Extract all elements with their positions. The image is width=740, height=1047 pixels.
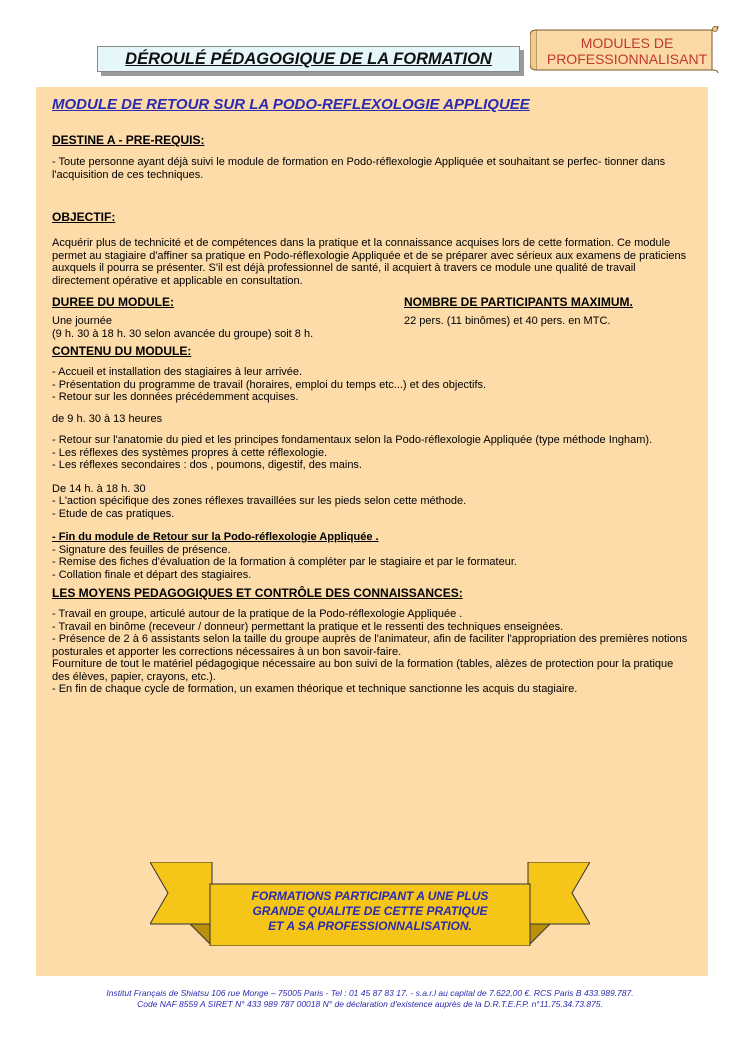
footer-line-2: Code NAF 8559 A SIRET N° 433 989 787 00018 N° de déclaration d'existence auprès de la D.R.T.E.F.P. n°11.75.34.73.875. [137,999,603,1009]
objectif-text: Acquérir plus de technicité et de compétences dans la pratique et la connaissance acquises lors de cette formation. Ce module permet au stagiaire d'affiner sa pratique en Podo-réflexologie Appliquée et de se préparer avec sérieux aux examens de praticiens auxquels il pourra se présenter. S'il est déjà professionnel de santé, il acquiert à travers ce module une qualité de travail directement opérative et applicable en consultation. [52,237,687,287]
contenu-intro-2: - Présentation du programme de travail (horaires, emploi du temps etc...) et des objectifs. [52,378,487,391]
banner-line-3: ET A SA PROFESSIONNALISATION. [268,919,472,933]
contenu-intro-1: - Accueil et installation des stagiaires à leur arrivée. [52,366,303,378]
fin-item-3: - Collation finale et départ des stagiaires. [52,568,252,581]
duree-line-2: (9 h. 30 à 18 h. 30 selon avancée du groupe) soit 8 h. [52,327,314,340]
footer-line-1: Institut Français de Shiatsu 106 rue Monge – 75005 Paris - Tel : 01 45 87 83 17. - s.a.r.l au capital de 7.622,00 €. RCS Paris B 433.989.787. [106,988,634,998]
participants-text: 22 pers. (11 binômes) et 40 pers. en MTC. [404,315,611,327]
duree-participants-row [52,295,694,340]
morning-item-2: - Les réflexes des systèmes propres à cette réflexologie. [52,446,328,459]
footer [20,988,720,1010]
morning-item-3: - Les réflexes secondaires : dos , poumons, digestif, des mains. [52,459,362,471]
moyens-line-1: - Travail en groupe, articulé autour de la pratique de la Podo-réflexologie Appliquée . [52,608,463,620]
moyens-line-2: - Travail en binôme (receveur / donneur) permettant la pratique et le ressenti des techniques enseignées. [52,620,564,633]
banner-line-2: GRANDE QUALITE DE CETTE PRATIQUE [252,904,488,918]
moyens-heading: LES MOYENS PEDAGOGIQUES ET CONTRÔLE DES CONNAISSANCES: [52,586,463,600]
afternoon-item-1: - L'action spécifique des zones réflexes travaillées sur les pieds selon cette méthode. [52,495,467,507]
modules-scroll-badge [530,26,720,74]
page-header-title: DÉROULÉ PÉDAGOGIQUE DE LA FORMATION [97,46,520,72]
contenu-intro-3: - Retour sur les données précédemment acquises. [52,391,299,403]
duree-section [52,295,402,340]
scroll-badge-text [542,35,712,67]
fin-item-1: - Signature des feuilles de présence. [52,543,231,556]
banner-line-1: FORMATIONS PARTICIPANT A UNE PLUS [251,889,489,903]
fin-title: - Fin du module de Retour sur la Podo-réflexologie Appliquée . [52,531,379,543]
duree-line-1: Une journée [52,315,112,327]
afternoon-time: De 14 h. à 18 h. 30 [52,482,146,495]
participants-heading: NOMBRE DE PARTICIPANTS MAXIMUM. [404,295,633,309]
destine-text: - Toute personne ayant déjà suivi le module de formation en Podo-réflexologie Appliquée et souhaitant se perfec- tionner dans l'acquisition de ces techniques. [52,156,666,181]
badge-line-2: PROFESSIONNALISANT [546,51,708,67]
morning-time: de 9 h. 30 à 13 heures [52,412,163,425]
banner-text [220,889,520,934]
moyens-line-3: - Présence de 2 à 6 assistants selon la taille du groupe auprès de l'animateur, afin de faciliter l'appropriation des premières notions posturales et apporter les corrections nécessaires à un bon savoir-faire. [52,633,688,658]
badge-line-1: MODULES DE [580,35,674,51]
participants-section [404,295,694,340]
duree-heading: DUREE DU MODULE: [52,295,174,309]
module-content [52,96,694,696]
moyens-line-5: - En fin de chaque cycle de formation, un examen théorique et technique sanctionne les acquis du stagiaire. [52,683,578,695]
moyens-line-4: Fourniture de tout le matériel pédagogique nécessaire au bon suivi de la formation (tables, alèzes de protection pour la pratique des élèves, papier, crayons, etc.). [52,658,674,683]
afternoon-item-2: - Etude de cas pratiques. [52,507,175,520]
destine-heading: DESTINE A - PRE-REQUIS: [52,133,205,147]
fin-item-2: - Remise des fiches d'évaluation de la formation à compléter par le stagiaire et par le formateur. [52,556,517,568]
ribbon-banner [150,862,590,946]
morning-item-1: - Retour sur l'anatomie du pied et les principes fondamentaux selon la Podo-réflexologie Appliquée (type méthode Ingham). [52,434,653,446]
objectif-heading: OBJECTIF: [52,210,116,224]
module-title: MODULE DE RETOUR SUR LA PODO-REFLEXOLOGIE APPLIQUEE [52,96,530,113]
contenu-heading: CONTENU DU MODULE: [52,344,192,358]
